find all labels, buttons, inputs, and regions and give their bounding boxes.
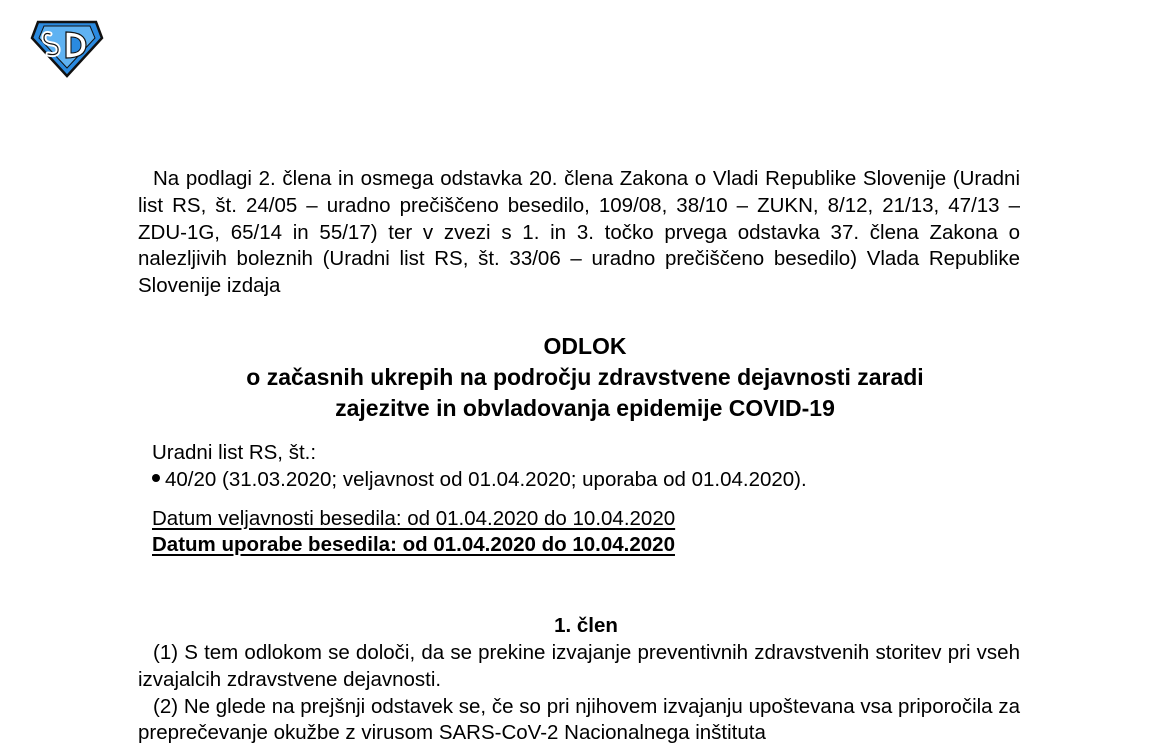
validity-date-link[interactable]: Datum veljavnosti besedila: od 01.04.2020 do 10.04.2020 — [152, 506, 676, 530]
bullet-icon — [152, 474, 160, 482]
sd-shield-logo — [30, 18, 104, 80]
article-1-paragraph-1: (1) S tem odlokom se določi, da se prekine izvajanje preventivnih zdravstvenih storitev pri vseh izvajalcih zdravstvene dejavnosti. — [138, 640, 1020, 691]
article-1-title: 1. člen — [554, 614, 618, 638]
title-heading: ODLOK — [543, 332, 627, 359]
gazette-label: Uradni list RS, št.: — [152, 440, 317, 464]
document-body — [138, 166, 1020, 743]
application-date-link[interactable]: Datum uporabe besedila: od 01.04.2020 do 10.04.2020 — [152, 533, 675, 557]
preamble-paragraph: Na podlagi 2. člena in osmega odstavka 20. člena Zakona o Vladi Republike Slovenije (Uradni list RS, št. 24/05 – uradno prečiščeno besedilo, 109/08, 38/10 – ZUKN, 8/12, 21/13, 47/13 – ZDU-1G, 65/14 in 55/17) ter v zvezi s 1. in 3. točko prvega odstavka 37. člena Zakona o nalezljivih boleznih (Uradni list RS, št. 33/06 – uradno prečiščeno besedilo) Vlada Republike Slovenije izdaja — [138, 167, 1020, 298]
gazette-entry — [152, 467, 1020, 494]
svg-text:SD: SD — [30, 18, 32, 19]
gazette-reference — [152, 440, 1020, 494]
gazette-entry-text[interactable]: 40/20 (31.03.2020; veljavnost od 01.04.2020; uporaba od 01.04.2020). — [165, 467, 807, 491]
article-1-paragraph-2: (2) Ne glede na prejšnji odstavek se, če so pri njihovem izvajanju upoštevana vsa priporočila za preprečevanje okužbe z virusom SARS-CoV-2 Nacionalnega inštituta — [138, 694, 1020, 743]
document-title — [150, 331, 1020, 424]
title-line-2: zajezitve in obvladovanja epidemije COVID-19 — [335, 394, 835, 421]
shield-logo-icon — [30, 18, 104, 80]
validity-dates — [152, 506, 1020, 560]
title-line-1: o začasnih ukrepih na področju zdravstvene dejavnosti zaradi — [246, 363, 924, 390]
